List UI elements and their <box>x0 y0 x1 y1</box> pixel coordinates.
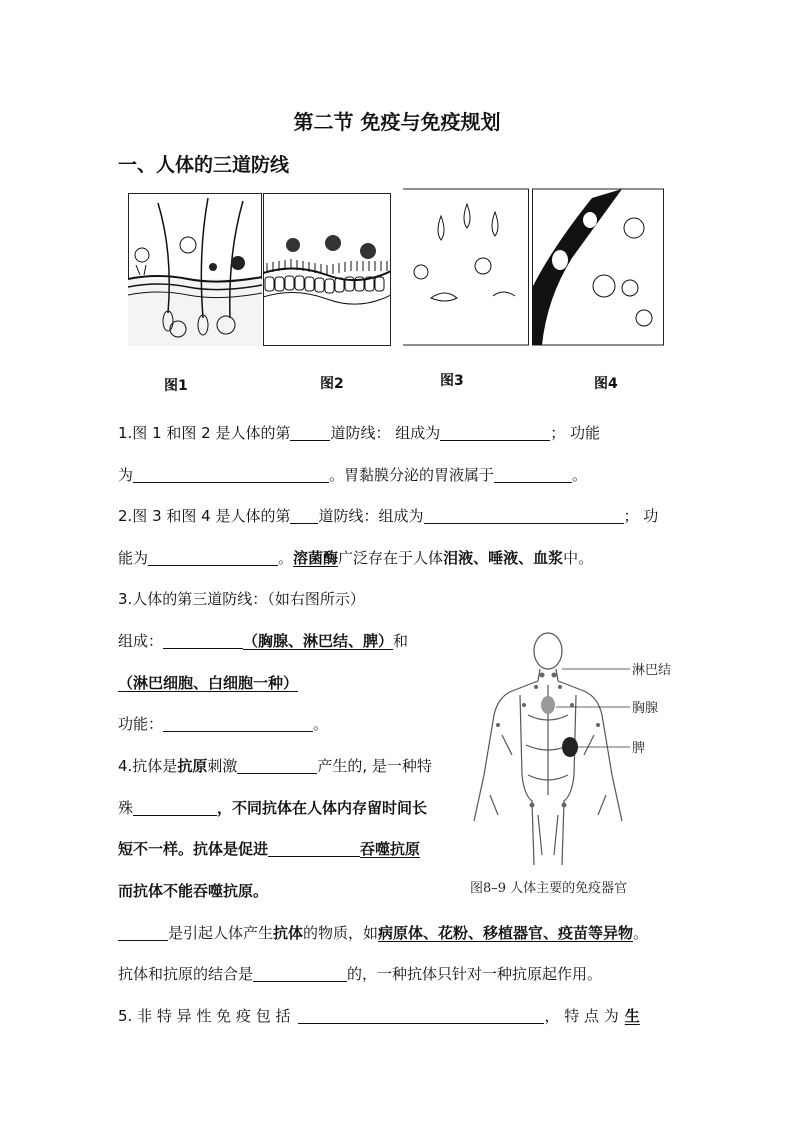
text: 中。 <box>563 549 594 567</box>
answer-blank[interactable] <box>163 632 243 649</box>
answer-blank[interactable] <box>237 757 317 774</box>
text: ； 功能 <box>550 424 601 442</box>
q3-line4 <box>118 713 328 734</box>
text: ，不同抗体在人体内存留时间长 <box>217 799 428 817</box>
thymus-label: 胸腺 <box>632 701 659 716</box>
text: 而抗体不能吞噬抗原。 <box>118 882 269 900</box>
immune-figure-caption: 图8–9 人体主要的免疫器官 <box>470 881 628 896</box>
text: 5. 非 特 异 性 免 疫 包 括 <box>118 1007 291 1025</box>
text: 吞噬抗原 <box>360 840 421 858</box>
answer-blank[interactable] <box>253 965 347 982</box>
organs-answer: （胸腺、淋巴结、脾） <box>243 632 394 650</box>
answer-blank[interactable] <box>118 924 168 941</box>
q1-line2 <box>118 464 587 485</box>
lymph-node-label: 淋巴结 <box>632 663 672 678</box>
q4-line5 <box>118 922 648 943</box>
text: 组成： <box>118 632 164 650</box>
answer-blank[interactable] <box>290 507 318 524</box>
text: 功能： <box>118 715 164 733</box>
text: 。 <box>633 924 649 942</box>
figure-4-blood-cells <box>532 188 664 346</box>
figure-3-label: 图3 <box>440 373 464 389</box>
text: 道防线： 组成为 <box>330 424 441 442</box>
q2-line2 <box>118 547 593 568</box>
q3-line2 <box>118 630 408 651</box>
text: 。胃黏膜分泌的胃液属于 <box>329 466 495 484</box>
text: 。 <box>278 549 294 567</box>
cells-answer: （淋巴细胞、白细胞一种） <box>118 674 299 692</box>
answer-blank[interactable] <box>424 507 624 524</box>
q2-line1 <box>118 505 658 526</box>
q4-line3 <box>118 838 420 859</box>
text: 的物质，如 <box>303 924 379 942</box>
antigen-term: 抗原 <box>177 757 208 775</box>
answer-blank[interactable] <box>494 466 572 483</box>
text: ； 功 <box>623 507 659 525</box>
q3-line1: 3.人体的第三道防线：（如右图所示） <box>118 590 365 608</box>
antibody-term: 抗体 <box>273 924 304 942</box>
answer-blank[interactable] <box>133 466 329 483</box>
text: 抗体和抗原的结合是 <box>118 965 254 983</box>
text: 和 <box>393 632 409 650</box>
q1-line1 <box>118 422 600 443</box>
q5-line1 <box>118 1005 640 1026</box>
figure-1-label: 图1 <box>164 378 188 394</box>
answer-blank[interactable] <box>163 715 313 732</box>
text: 生 <box>624 1007 640 1025</box>
q4-line1 <box>118 755 432 776</box>
q4-line6 <box>118 963 602 984</box>
text: 短不一样。抗体是促进 <box>118 840 269 858</box>
text: 。 <box>572 466 588 484</box>
spleen-label: 脾 <box>632 741 646 756</box>
foreign-substances-term: 病原体、花粉、移植器官、疫苗等异物 <box>378 924 634 942</box>
text: 道防线：组成为 <box>318 507 424 525</box>
text: 是引起人体产生 <box>168 924 274 942</box>
text: 1.图 1 和图 2 是人体的第 <box>118 424 291 442</box>
text: 的，一种抗体只针对一种抗原起作用。 <box>347 965 603 983</box>
text: 为 <box>118 466 134 484</box>
figure-2-label: 图2 <box>320 376 344 392</box>
q4-line2 <box>118 797 427 818</box>
page-title: 第二节 免疫与免疫规划 <box>293 110 501 134</box>
figure-2-mucosa <box>263 193 391 346</box>
figure-1-skin <box>128 193 262 346</box>
text: 。 <box>313 715 329 733</box>
text: 殊 <box>118 799 134 817</box>
section-heading: 一、人体的三道防线 <box>118 154 290 176</box>
figure-4-label: 图4 <box>594 376 618 392</box>
answer-blank[interactable] <box>298 1007 544 1024</box>
q4-line4 <box>118 880 268 901</box>
text: 产生的, 是一种特 <box>317 757 432 775</box>
figure-3-secretions <box>403 188 529 346</box>
lysozyme-term: 溶菌酶 <box>293 549 339 567</box>
answer-blank[interactable] <box>290 424 330 441</box>
answer-blank[interactable] <box>148 549 278 566</box>
text: 广泛存在于人体 <box>338 549 444 567</box>
answer-blank[interactable] <box>268 840 360 857</box>
text: 能为 <box>118 549 149 567</box>
text: 2.图 3 和图 4 是人体的第 <box>118 507 291 525</box>
answer-blank[interactable] <box>133 799 217 816</box>
q3-line3 <box>118 672 298 693</box>
text: ， 特 点 为 <box>544 1007 619 1025</box>
text: 刺激 <box>207 757 238 775</box>
text: 4.抗体是 <box>118 757 178 775</box>
fluids-term: 泪液、唾液、血浆 <box>443 549 564 567</box>
answer-blank[interactable] <box>440 424 550 441</box>
